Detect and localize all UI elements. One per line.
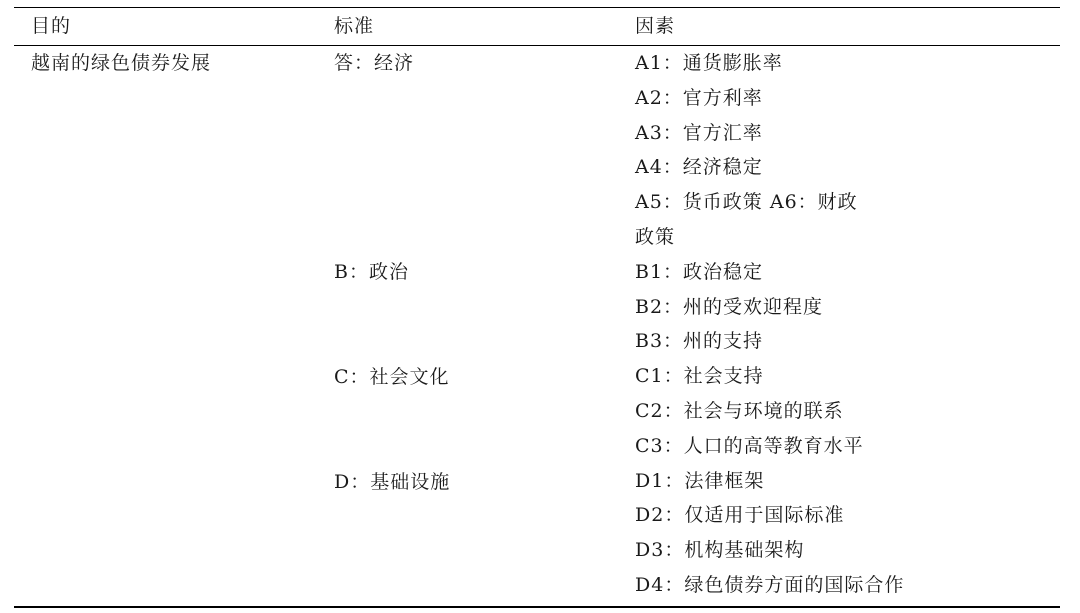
header-criteria: 标准 bbox=[334, 15, 375, 37]
factor-item: 政策 bbox=[635, 225, 676, 248]
factor-item: A5：货币政策 A6：财政 bbox=[635, 191, 858, 214]
table-bottom-rule bbox=[14, 606, 1060, 608]
factor-item: B2：州的受欢迎程度 bbox=[635, 295, 824, 318]
factor-item: B1：政治稳定 bbox=[635, 260, 764, 283]
factor-item: A2：官方利率 bbox=[635, 86, 763, 109]
factor-item: D1：法律框架 bbox=[635, 469, 765, 492]
criterion-economic: 答：经济 bbox=[334, 52, 415, 74]
criterion-infrastructure: D：基础设施 bbox=[334, 471, 451, 493]
factor-item: A3：官方汇率 bbox=[635, 121, 763, 144]
criterion-sociocultural: C：社会文化 bbox=[334, 366, 450, 388]
factor-item: A4：经济稳定 bbox=[635, 156, 763, 179]
factor-item: C2：社会与环境的联系 bbox=[635, 399, 844, 422]
factor-item: D3：机构基础架构 bbox=[635, 539, 805, 562]
criterion-political: B：政治 bbox=[334, 261, 409, 283]
factor-item: C3：人口的高等教育水平 bbox=[635, 434, 864, 457]
header-goal: 目的 bbox=[31, 15, 72, 37]
factor-item: D2：仅适用于国际标准 bbox=[635, 504, 845, 527]
table-top-rule bbox=[14, 7, 1060, 8]
factor-item: B3：州的支持 bbox=[635, 330, 764, 353]
goal-cell: 越南的绿色债券发展 bbox=[31, 52, 212, 74]
header-factors: 因素 bbox=[635, 15, 676, 37]
factor-item: C1：社会支持 bbox=[635, 365, 764, 388]
factor-item: A1：通货膨胀率 bbox=[635, 52, 783, 74]
factor-list bbox=[635, 46, 904, 603]
factor-item: D4：绿色债券方面的国际合作 bbox=[635, 573, 905, 596]
